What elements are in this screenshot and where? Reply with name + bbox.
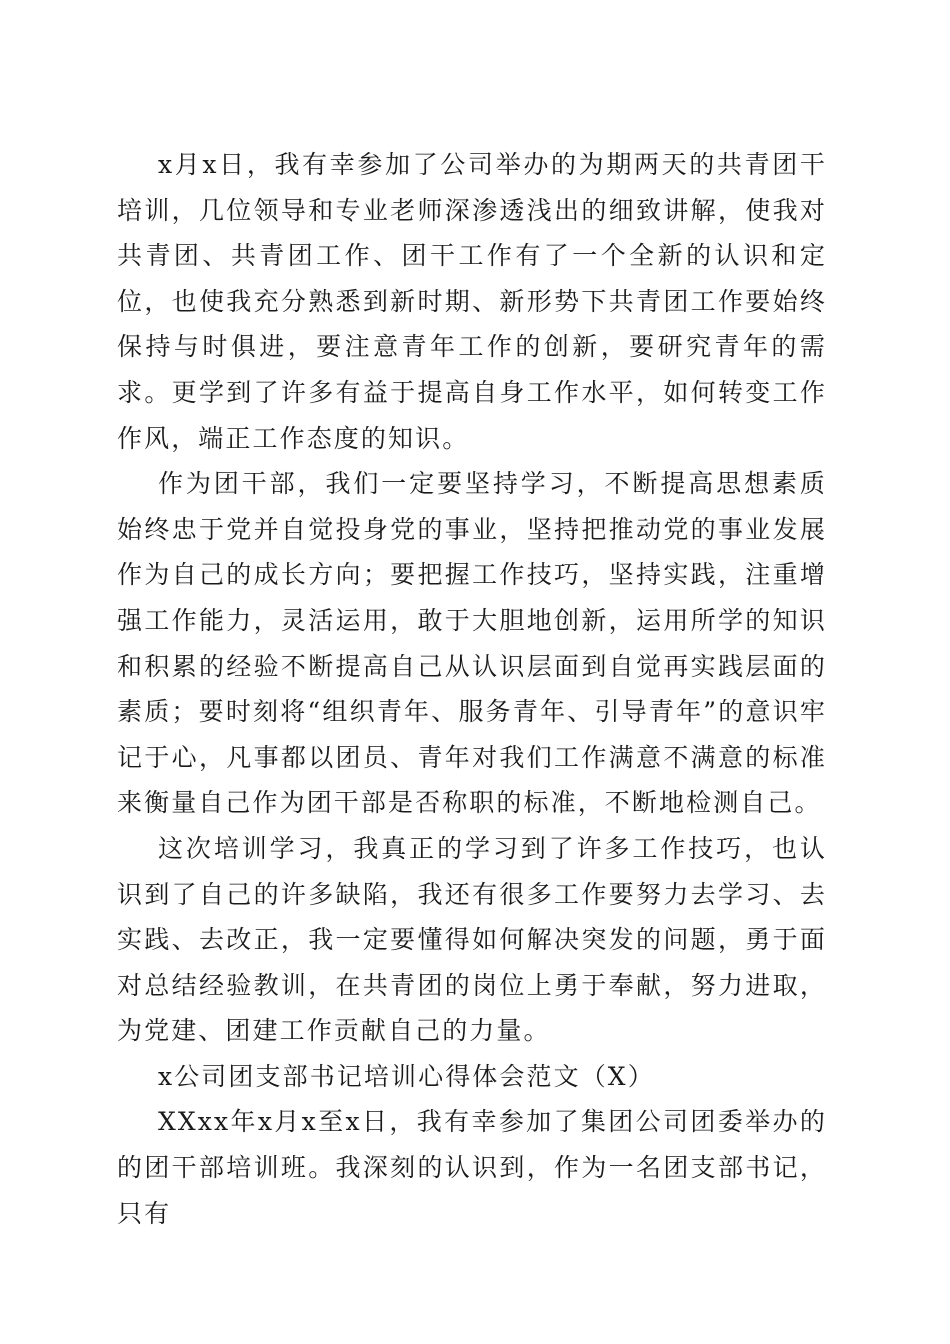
paragraph-training-reflection: 这次培训学习，我真正的学习到了许多工作技巧，也认识到了自己的许多缺陷，我还有很多工作要努力去学习、去实践、去改正，我一定要懂得如何解决突发的问题，勇于面对总结经验教训，在共青团的岗位上勇于奉献，努力进取，为党建、团建工作贡献自己的力量。 xyxy=(117,833,827,1046)
paragraph-second-essay-start: XXxx年x月x至x日，我有幸参加了集团公司团委举办的的团干部培训班。我深刻的认识到，作为一名团支部书记，只有 xyxy=(117,1107,827,1228)
section-title: x公司团支部书记培训心得体会范文（X） xyxy=(158,1061,655,1091)
paragraph-cadre-duties: 作为团干部，我们一定要坚持学习，不断提高思想素质始终忠于党并自觉投身党的事业，坚持把推动党的事业发展作为自己的成长方向；要把握工作技巧，坚持实践，注重增强工作能力，灵活运用，敢于大胆地创新，运用所学的知识和积累的经验不断提高自己从认识层面到自觉再实践层面的素质；要时刻将“组织青年、服务青年、引导青年”的意识牢记于心，凡事都以团员、青年对我们工作满意不满意的标准来衡量自己作为团干部是否称职的标准，不断地检测自己。 xyxy=(117,469,827,818)
paragraph-training-intro: x月x日，我有幸参加了公司举办的为期两天的共青团干培训，几位领导和专业老师深渗透浅出的细致讲解，使我对共青团、共青团工作、团干工作有了一个全新的认识和定位，也使我充分熟悉到新时期、新形势下共青团工作要始终保持与时俱进，要注意青年工作的创新，要研究青年的需求。更学到了许多有益于提高自身工作水平，如何转变工作作风，端正工作态度的知识。 xyxy=(117,150,827,453)
document-body xyxy=(117,142,827,1236)
